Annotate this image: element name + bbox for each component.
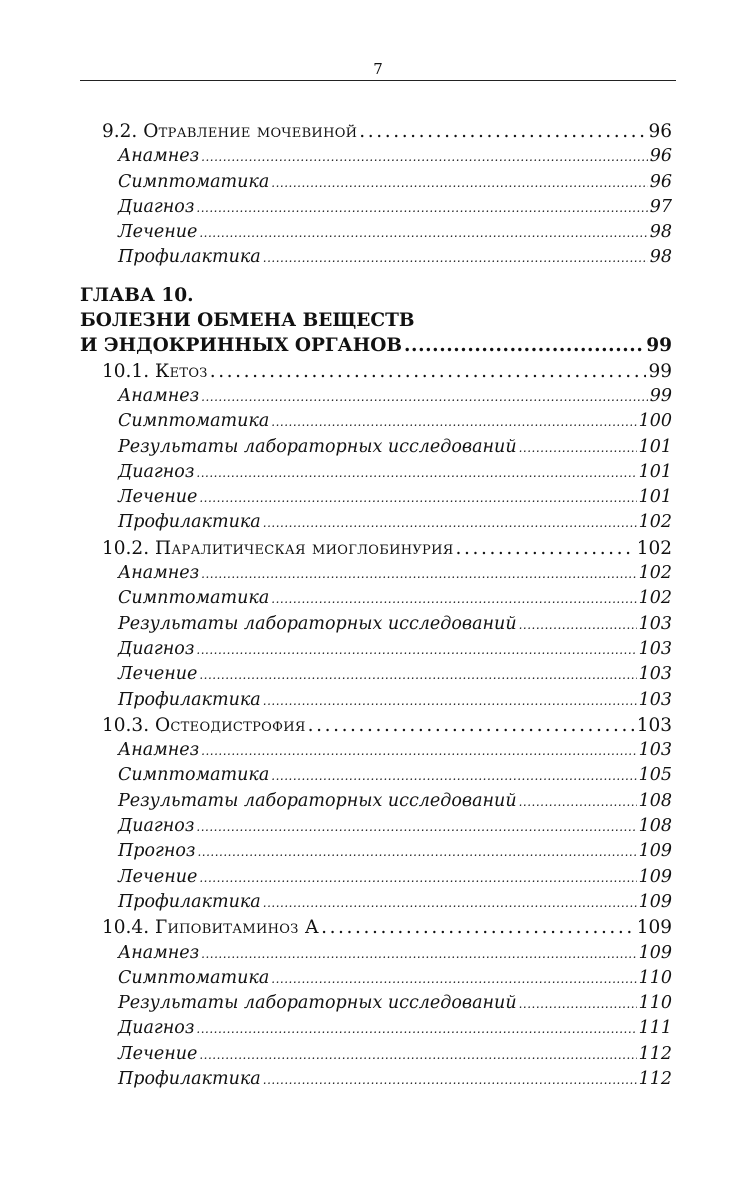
entry-page: 105 [638, 765, 672, 786]
entry-label: Прогноз [118, 841, 196, 862]
entry-label: Диагноз [118, 461, 195, 482]
section-page: 99 [648, 360, 672, 382]
dot-leader [321, 915, 635, 940]
entry-label: Профилактика [118, 512, 261, 533]
entry-page: 109 [638, 942, 672, 963]
dot-leader [201, 385, 648, 410]
toc-section-10-3[interactable] [80, 713, 672, 738]
section-page: 102 [636, 537, 672, 559]
entry-label: Анамнез [118, 740, 200, 761]
dot-leader [519, 436, 637, 461]
section-number: 10.1. [102, 360, 150, 382]
toc-entry[interactable] [80, 460, 672, 485]
entry-label: Профилактика [118, 689, 261, 710]
toc-entry[interactable] [80, 1067, 672, 1092]
entry-label: Симптоматика [118, 765, 270, 786]
entry-page: 101 [638, 436, 672, 457]
dot-leader [271, 587, 636, 612]
toc-section-10-4[interactable] [80, 915, 672, 940]
toc-entry[interactable] [80, 789, 672, 814]
toc-entry[interactable] [80, 510, 672, 535]
entry-label: Диагноз [118, 638, 195, 659]
dot-leader [199, 221, 647, 246]
entry-page: 101 [638, 461, 672, 482]
dot-leader [201, 145, 648, 170]
entry-label: Диагноз [118, 1018, 195, 1039]
chapter-heading-line-1: ГЛАВА 10. [80, 284, 194, 306]
entry-page: 100 [638, 411, 672, 432]
entry-page: 103 [638, 740, 672, 761]
toc-section-10-2[interactable] [80, 536, 672, 561]
header-rule [80, 80, 676, 81]
entry-label: Лечение [118, 487, 198, 508]
dot-leader [263, 891, 637, 916]
dot-leader [271, 764, 636, 789]
section-title: Паралитическая миоглобинурия [154, 537, 454, 559]
entry-page: 111 [638, 1018, 672, 1039]
entry-label: Результаты лабораторных исследований [118, 790, 517, 811]
entry-label: Симптоматика [118, 967, 270, 988]
page-number: 7 [373, 60, 383, 78]
entry-page: 99 [649, 385, 672, 406]
section-number: 10.4. [102, 917, 150, 939]
dot-leader [519, 992, 637, 1017]
chapter-heading-line-2: БОЛЕЗНИ ОБМЕНА ВЕЩЕСТВ [80, 310, 415, 332]
toc-chapter-10[interactable] [80, 333, 672, 358]
entry-label: Лечение [118, 222, 198, 243]
toc-section-10-1[interactable] [80, 359, 672, 384]
toc-entry[interactable] [80, 890, 672, 915]
dot-leader [263, 1068, 637, 1093]
toc-entry[interactable] [80, 991, 672, 1016]
section-number: 10.3. [102, 714, 150, 736]
toc-entry[interactable] [80, 435, 672, 460]
toc-entry[interactable] [80, 1042, 672, 1067]
entry-page: 98 [649, 247, 672, 268]
entry-page: 108 [638, 790, 672, 811]
entry-page: 108 [638, 816, 672, 837]
toc-entry[interactable] [80, 561, 672, 586]
chapter-title: И ЭНДОКРИННЫХ ОРГАНОВ [80, 335, 402, 357]
entry-label: Результаты лабораторных исследований [118, 436, 517, 457]
toc-entry[interactable] [80, 966, 672, 991]
entry-page: 102 [638, 512, 672, 533]
dot-leader [196, 461, 636, 486]
entry-page: 98 [649, 222, 672, 243]
toc-entry[interactable] [80, 941, 672, 966]
dot-leader [308, 713, 635, 738]
section-number: 10.2. [102, 537, 150, 559]
entry-page: 103 [638, 689, 672, 710]
dot-leader [201, 739, 636, 764]
entry-page: 101 [638, 487, 672, 508]
dot-leader [199, 866, 636, 891]
toc-section-9-2[interactable] [80, 119, 672, 144]
toc-entry[interactable] [80, 144, 672, 169]
dot-leader [456, 536, 635, 561]
toc-entry[interactable] [80, 195, 672, 220]
entry-page: 102 [638, 563, 672, 584]
toc-entry[interactable] [80, 1016, 672, 1041]
section-title: Кетоз [154, 360, 208, 382]
table-of-contents [80, 119, 672, 1092]
section-page: 96 [648, 121, 672, 142]
dot-leader [196, 196, 647, 221]
dot-leader [404, 333, 644, 358]
entry-label: Анамнез [118, 146, 200, 167]
section-title: Остеодистрофия [154, 714, 306, 736]
section-page: 103 [636, 714, 672, 736]
entry-label: Симптоматика [118, 588, 270, 609]
dot-leader [271, 967, 636, 992]
entry-label: Диагноз [118, 196, 195, 217]
dot-leader [199, 663, 636, 688]
entry-page: 103 [638, 638, 672, 659]
entry-label: Профилактика [118, 1068, 261, 1089]
entry-page: 102 [638, 588, 672, 609]
toc-entry[interactable] [80, 384, 672, 409]
entry-label: Лечение [118, 866, 198, 887]
entry-label: Анамнез [118, 942, 200, 963]
dot-leader [519, 790, 637, 815]
toc-entry[interactable] [80, 814, 672, 839]
entry-label: Лечение [118, 1043, 198, 1064]
toc-entry[interactable] [80, 637, 672, 662]
section-title: Отравление мочевиной [143, 121, 358, 142]
entry-page: 96 [649, 146, 672, 167]
dot-leader [196, 638, 636, 663]
entry-label: Симптоматика [118, 171, 270, 192]
toc-entry[interactable] [80, 245, 672, 270]
dot-leader [196, 1017, 636, 1042]
dot-leader [271, 171, 647, 196]
entry-page: 110 [638, 967, 672, 988]
entry-page: 112 [638, 1068, 672, 1089]
section-number: 9.2. [102, 121, 138, 142]
toc-entry[interactable] [80, 409, 672, 434]
section-page: 109 [636, 917, 672, 939]
toc-entry[interactable] [80, 662, 672, 687]
entry-label: Результаты лабораторных исследований [118, 993, 517, 1014]
dot-leader [263, 689, 637, 714]
toc-entry[interactable] [80, 170, 672, 195]
entry-label: Диагноз [118, 816, 195, 837]
toc-entry[interactable] [80, 688, 672, 713]
toc-entry[interactable] [80, 220, 672, 245]
entry-page: 103 [638, 664, 672, 685]
dot-leader [199, 1043, 636, 1068]
dot-leader [196, 815, 636, 840]
dot-leader [263, 511, 637, 536]
entry-page: 96 [649, 171, 672, 192]
toc-entry[interactable] [80, 839, 672, 864]
toc-entry[interactable] [80, 485, 672, 510]
entry-page: 109 [638, 866, 672, 887]
toc-entry[interactable] [80, 586, 672, 611]
toc-entry[interactable] [80, 763, 672, 788]
entry-label: Профилактика [118, 247, 261, 268]
entry-label: Анамнез [118, 563, 200, 584]
entry-page: 110 [638, 993, 672, 1014]
dot-leader [519, 613, 637, 638]
entry-label: Анамнез [118, 385, 200, 406]
entry-label: Результаты лабораторных исследований [118, 613, 517, 634]
entry-page: 109 [638, 841, 672, 862]
dot-leader [359, 119, 646, 144]
chapter-page: 99 [646, 335, 672, 357]
dot-leader [263, 246, 648, 271]
dot-leader [210, 359, 647, 384]
entry-label: Лечение [118, 664, 198, 685]
toc-entry[interactable] [80, 612, 672, 637]
section-title: Гиповитаминоз А [154, 917, 320, 939]
dot-leader [201, 942, 636, 967]
toc-entry[interactable] [80, 865, 672, 890]
entry-page: 103 [638, 613, 672, 634]
dot-leader [271, 410, 636, 435]
entry-page: 97 [649, 196, 672, 217]
entry-page: 109 [638, 891, 672, 912]
dot-leader [201, 562, 636, 587]
dot-leader [197, 840, 636, 865]
entry-page: 112 [638, 1043, 672, 1064]
entry-label: Симптоматика [118, 411, 270, 432]
entry-label: Профилактика [118, 891, 261, 912]
toc-entry[interactable] [80, 738, 672, 763]
dot-leader [199, 486, 636, 511]
